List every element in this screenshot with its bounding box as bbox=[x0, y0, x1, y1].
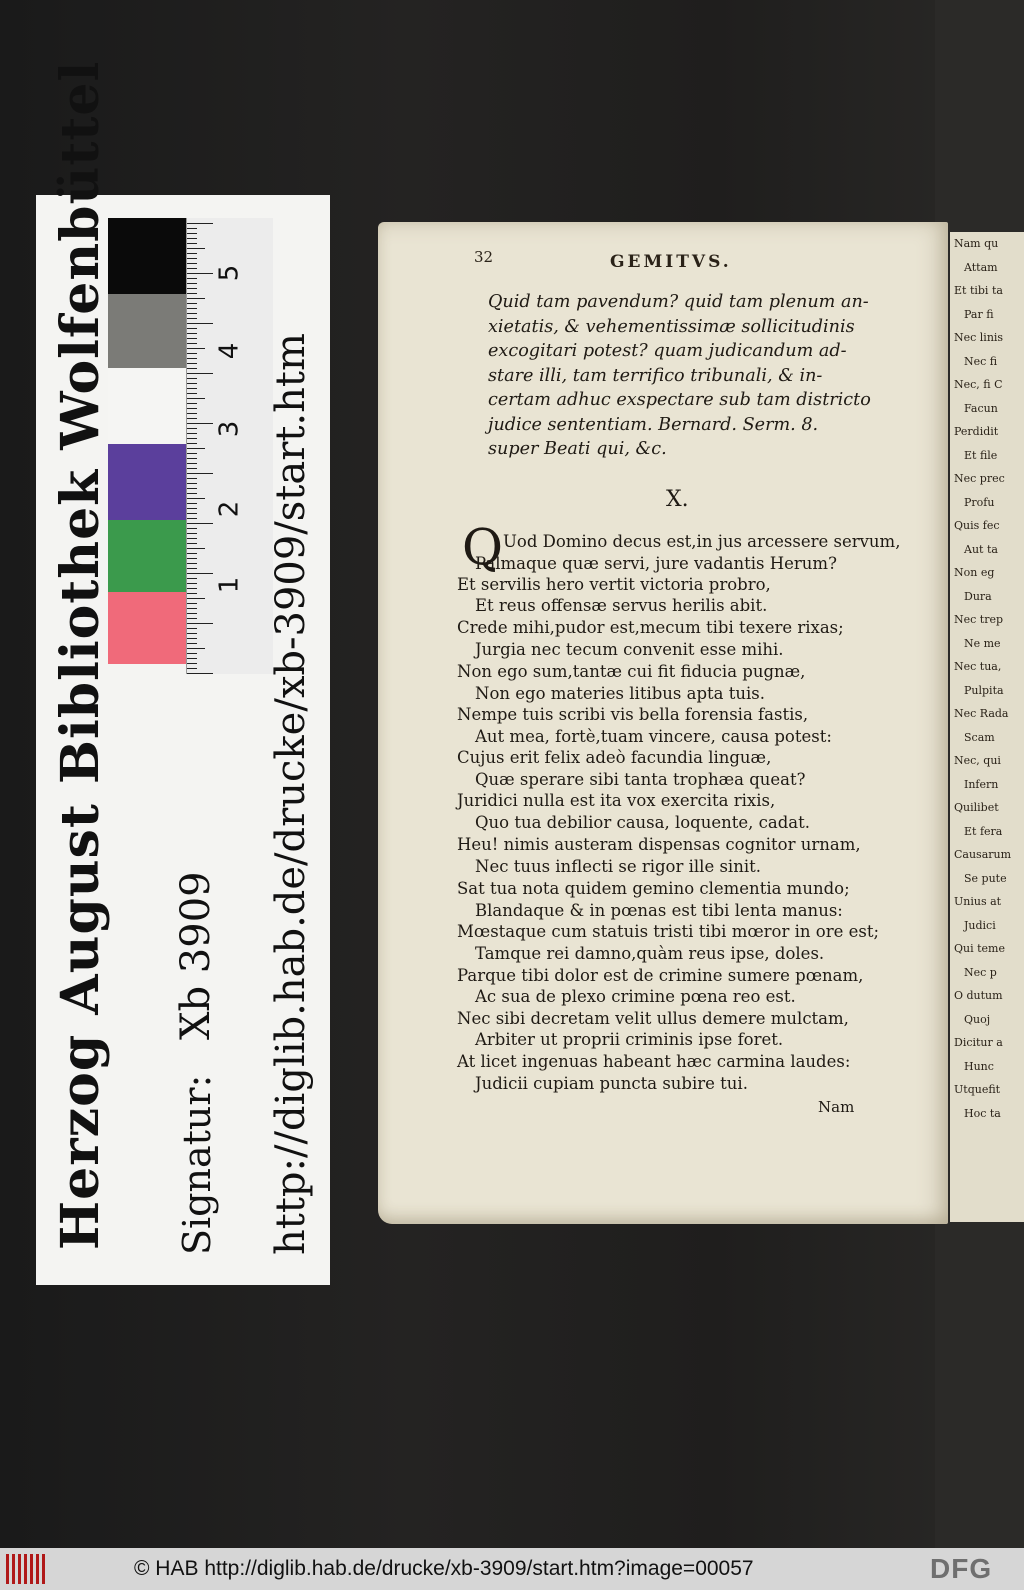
next-page-line: Hoc ta bbox=[964, 1106, 1001, 1120]
ruler-tick bbox=[187, 583, 197, 584]
next-page-line: Perdidit bbox=[954, 425, 999, 438]
ruler-tick bbox=[187, 353, 197, 354]
swatch-black bbox=[108, 218, 186, 294]
ruler-tick bbox=[187, 633, 197, 634]
next-page-line: Se pute bbox=[964, 871, 1007, 885]
ruler-tick bbox=[187, 603, 197, 604]
ruler-tick bbox=[187, 553, 197, 554]
next-page-line: Nec trep bbox=[954, 613, 1004, 626]
ruler-tick bbox=[187, 468, 197, 469]
next-page-line: Qui teme bbox=[954, 942, 1005, 955]
poem-line: Ac sua de plexo crimine pœna reo est. bbox=[475, 987, 796, 1006]
ruler-tick bbox=[187, 393, 197, 394]
next-page-line: Nam qu bbox=[954, 237, 999, 250]
poem-line: Judicii cupiam puncta subire tui. bbox=[475, 1074, 748, 1093]
quote-line: judice sententiam. Bernard. Serm. 8. bbox=[488, 414, 819, 435]
quote-line: super Beati qui, &c. bbox=[488, 439, 667, 459]
poem-line: Non ego materies litibus apta tuis. bbox=[475, 684, 765, 703]
ruler-tick bbox=[187, 618, 197, 619]
ruler-tick bbox=[187, 593, 197, 594]
ruler-tick bbox=[187, 438, 197, 439]
ruler-tick bbox=[187, 313, 197, 314]
ruler-tick bbox=[187, 643, 197, 644]
ruler-tick bbox=[187, 548, 205, 549]
next-page-line: Nec, fi C bbox=[954, 378, 1003, 391]
ruler-tick bbox=[187, 473, 213, 474]
ruler-tick bbox=[187, 413, 197, 414]
ruler-tick bbox=[187, 243, 197, 244]
poem-line: Quo tua debilior causa, loquente, cadat. bbox=[475, 813, 810, 832]
next-page-line: Aut ta bbox=[964, 542, 998, 556]
catchword: Nam bbox=[818, 1098, 855, 1116]
quote-line: excogitari potest? quam judicandum ad- bbox=[488, 341, 847, 361]
ruler-tick bbox=[187, 338, 197, 339]
poem-line: Et reus offensæ servus herilis abit. bbox=[475, 596, 768, 615]
poem-line: Juridici nulla est ita vox exercita rixis, bbox=[457, 791, 776, 810]
next-page-line: Non eg bbox=[954, 566, 995, 579]
next-page-line: Nec, qui bbox=[954, 754, 1001, 767]
next-page-line: Judici bbox=[964, 918, 996, 932]
ruler-tick bbox=[187, 653, 197, 654]
ruler-tick bbox=[187, 318, 197, 319]
ruler-tick bbox=[187, 493, 197, 494]
poem-line: Quæ sperare sibi tanta trophæa queat? bbox=[475, 770, 806, 789]
ruler-tick bbox=[187, 508, 197, 509]
next-page-line: Quis fec bbox=[954, 519, 1000, 532]
ruler-tick bbox=[187, 408, 197, 409]
ruler-number: 2 bbox=[214, 500, 245, 518]
ruler-tick bbox=[187, 433, 197, 434]
ruler-tick bbox=[187, 528, 197, 529]
ruler-tick bbox=[187, 288, 197, 289]
ruler-tick bbox=[187, 278, 197, 279]
poem-line: Et servilis hero vertit victoria probro, bbox=[457, 575, 771, 594]
swatch-green bbox=[108, 520, 186, 592]
poem-line: Nec sibi decretam velit ullus demere mulctam, bbox=[457, 1009, 849, 1028]
ruler-tick bbox=[187, 268, 197, 269]
next-page-line: Nec linis bbox=[954, 331, 1004, 344]
ruler-tick bbox=[187, 403, 197, 404]
ruler-tick bbox=[187, 563, 197, 564]
next-page-line: Nec Rada bbox=[954, 707, 1009, 720]
next-page-line: Causarum bbox=[954, 848, 1012, 861]
color-scale bbox=[108, 218, 273, 674]
card-url: http://diglib.hab.de/drucke/xb-3909/start.htm bbox=[268, 333, 314, 1255]
next-page-line: O dutum bbox=[954, 989, 1003, 1002]
ruler-tick bbox=[187, 328, 197, 329]
next-page-line: Profu bbox=[964, 495, 995, 509]
next-page-line: Nec tua, bbox=[954, 660, 1002, 673]
running-header: GEMITVS. bbox=[610, 252, 732, 272]
ruler-tick bbox=[187, 458, 197, 459]
ruler-tick bbox=[187, 638, 197, 639]
ruler-tick bbox=[187, 483, 197, 484]
poem-line: Aut mea, fortè,tuam vincere, causa potest: bbox=[475, 727, 832, 746]
ruler-tick bbox=[187, 443, 197, 444]
next-page-line: Scam bbox=[964, 730, 995, 744]
next-page-line: Et file bbox=[964, 448, 998, 462]
poem-line: Blandaque & in pœnas est tibi lenta manus: bbox=[475, 901, 843, 920]
swatch-purple bbox=[108, 444, 186, 520]
next-page-line: Quoj bbox=[964, 1012, 991, 1026]
poem-line: Tamque rei damno,quàm reus ipse, doles. bbox=[475, 944, 825, 963]
ruler-tick bbox=[187, 253, 197, 254]
ruler-tick bbox=[187, 228, 197, 229]
ruler-tick bbox=[187, 343, 197, 344]
ruler bbox=[186, 218, 273, 674]
ruler-tick bbox=[187, 308, 197, 309]
ruler-tick bbox=[187, 498, 205, 499]
ruler-tick bbox=[187, 363, 197, 364]
next-page-line: Par fi bbox=[964, 307, 994, 321]
ruler-tick bbox=[187, 518, 197, 519]
ruler-tick bbox=[187, 663, 197, 664]
ruler-tick bbox=[187, 358, 197, 359]
dfg-logo: DFG bbox=[930, 1553, 993, 1584]
ruler-tick bbox=[187, 398, 205, 399]
ruler-tick bbox=[187, 423, 213, 424]
quote-line: xietatis, & vehementissimæ sollicitudinis bbox=[488, 316, 855, 337]
poem-line: Palmaque quæ servi, jure vadantis Herum? bbox=[475, 554, 837, 573]
swatch-white bbox=[108, 368, 186, 444]
poem-line: Non ego sum,tantæ cui fit fiducia pugnæ, bbox=[457, 662, 806, 681]
swatch-pink bbox=[108, 592, 186, 664]
ruler-tick bbox=[187, 588, 197, 589]
footer-url[interactable]: © HAB http://diglib.hab.de/drucke/xb-3909/start.htm?image=00057 bbox=[134, 1557, 754, 1580]
next-page-line: Ne me bbox=[964, 636, 1001, 650]
poem-line: Mœstaque cum statuis tristi tibi mœror in ore est; bbox=[457, 922, 880, 941]
ruler-tick bbox=[187, 373, 213, 374]
signature-label: Signatur: bbox=[175, 1074, 219, 1255]
poem-line: Nempe tuis scribi vis bella forensia fastis, bbox=[457, 705, 809, 724]
ruler-tick bbox=[187, 223, 213, 224]
poem-line: Uod Domino decus est,in jus arcessere servum, bbox=[503, 532, 901, 551]
ruler-number: 4 bbox=[214, 342, 245, 360]
next-page-line: Facun bbox=[964, 401, 998, 415]
ruler-tick bbox=[187, 248, 205, 249]
next-page-line: Dicitur a bbox=[954, 1036, 1003, 1049]
next-page-line: Nec p bbox=[964, 965, 997, 979]
ruler-tick bbox=[187, 668, 197, 669]
next-page-line: Utquefit bbox=[954, 1083, 1001, 1096]
quote-line: stare illi, tam terrifico tribunali, & in- bbox=[488, 365, 823, 386]
ruler-tick bbox=[187, 463, 197, 464]
ruler-tick bbox=[187, 478, 197, 479]
ruler-tick bbox=[187, 258, 197, 259]
library-name: Herzog August Bibliothek Wolfenbüttel bbox=[50, 60, 111, 1250]
next-page-edge bbox=[950, 232, 1024, 1222]
ruler-tick bbox=[187, 503, 197, 504]
ruler-tick bbox=[187, 303, 197, 304]
barcode-icon bbox=[6, 1554, 46, 1584]
ruler-tick bbox=[187, 623, 213, 624]
ruler-tick bbox=[187, 298, 205, 299]
ruler-tick bbox=[187, 513, 197, 514]
next-page-line: Dura bbox=[964, 589, 992, 603]
ruler-tick bbox=[187, 273, 213, 274]
ruler-tick bbox=[187, 453, 197, 454]
ruler-tick bbox=[187, 523, 213, 524]
ruler-tick bbox=[187, 388, 197, 389]
ruler-number: 1 bbox=[214, 576, 245, 594]
next-page-line: Et fera bbox=[964, 824, 1003, 838]
poem-line: Jurgia nec tecum convenit esse mihi. bbox=[475, 640, 784, 659]
ruler-tick bbox=[187, 283, 197, 284]
poem-line: Arbiter ut proprii criminis ipse foret. bbox=[475, 1030, 784, 1049]
ruler-tick bbox=[187, 383, 197, 384]
ruler-tick bbox=[187, 448, 205, 449]
ruler-tick bbox=[187, 578, 197, 579]
ruler-tick bbox=[187, 608, 197, 609]
ruler-tick bbox=[187, 598, 205, 599]
ruler-tick bbox=[187, 333, 197, 334]
next-page-line: Infern bbox=[964, 777, 999, 791]
next-page-line: Hunc bbox=[964, 1059, 994, 1073]
poem-line: Sat tua nota quidem gemino clementia mundo; bbox=[457, 879, 850, 898]
next-page-line: Et tibi ta bbox=[954, 284, 1003, 297]
ruler-tick bbox=[187, 673, 213, 674]
signature-value: Xb 3909 bbox=[173, 871, 219, 1040]
next-page-line: Attam bbox=[964, 260, 998, 274]
next-page-line: Nec fi bbox=[964, 354, 998, 368]
ruler-tick bbox=[187, 543, 197, 544]
ruler-tick bbox=[187, 348, 205, 349]
ruler-tick bbox=[187, 533, 197, 534]
ruler-tick bbox=[187, 613, 197, 614]
ruler-tick bbox=[187, 648, 205, 649]
drop-cap: Q bbox=[462, 518, 503, 576]
ruler-tick bbox=[187, 323, 213, 324]
footer-bar bbox=[0, 1548, 1024, 1590]
ruler-tick bbox=[187, 568, 197, 569]
next-page-line: Quilibet bbox=[954, 801, 999, 814]
poem-line: Heu! nimis austeram dispensas cognitor urnam, bbox=[457, 835, 861, 854]
ruler-tick bbox=[187, 263, 197, 264]
ruler-tick bbox=[187, 558, 197, 559]
ruler-tick bbox=[187, 418, 197, 419]
ruler-tick bbox=[187, 628, 197, 629]
poem-line: Parque tibi dolor est de crimine sumere pœnam, bbox=[457, 966, 864, 985]
ruler-tick bbox=[187, 368, 197, 369]
next-page-line: Nec prec bbox=[954, 472, 1005, 485]
poem-line: Crede mihi,pudor est,mecum tibi texere rixas; bbox=[457, 618, 844, 637]
ruler-number: 5 bbox=[214, 264, 245, 282]
ruler-number: 3 bbox=[214, 420, 245, 438]
poem-line: At licet ingenuas habeant hæc carmina laudes: bbox=[457, 1052, 851, 1071]
ruler-tick bbox=[187, 488, 197, 489]
next-page-line: Unius at bbox=[954, 895, 1002, 908]
ruler-tick bbox=[187, 233, 197, 234]
ruler-tick bbox=[187, 428, 197, 429]
bernard-quote bbox=[488, 290, 908, 462]
quote-line: certam adhuc exspectare sub tam districto bbox=[488, 390, 871, 410]
ruler-tick bbox=[187, 658, 197, 659]
ruler-tick bbox=[187, 238, 197, 239]
ruler-tick bbox=[187, 378, 197, 379]
ruler-tick bbox=[187, 538, 197, 539]
next-page-line: Pulpita bbox=[964, 683, 1004, 697]
ruler-tick bbox=[187, 293, 197, 294]
ruler-tick bbox=[187, 573, 213, 574]
swatch-gray bbox=[108, 294, 186, 368]
section-numeral: X. bbox=[666, 487, 689, 512]
page-number: 32 bbox=[474, 248, 494, 266]
poem-line: Cujus erit felix adeò facundia linguæ, bbox=[457, 748, 772, 767]
poem-line: Nec tuus inflecti se rigor ille sinit. bbox=[475, 857, 761, 876]
quote-line: Quid tam pavendum? quid tam plenum an- bbox=[488, 292, 869, 312]
